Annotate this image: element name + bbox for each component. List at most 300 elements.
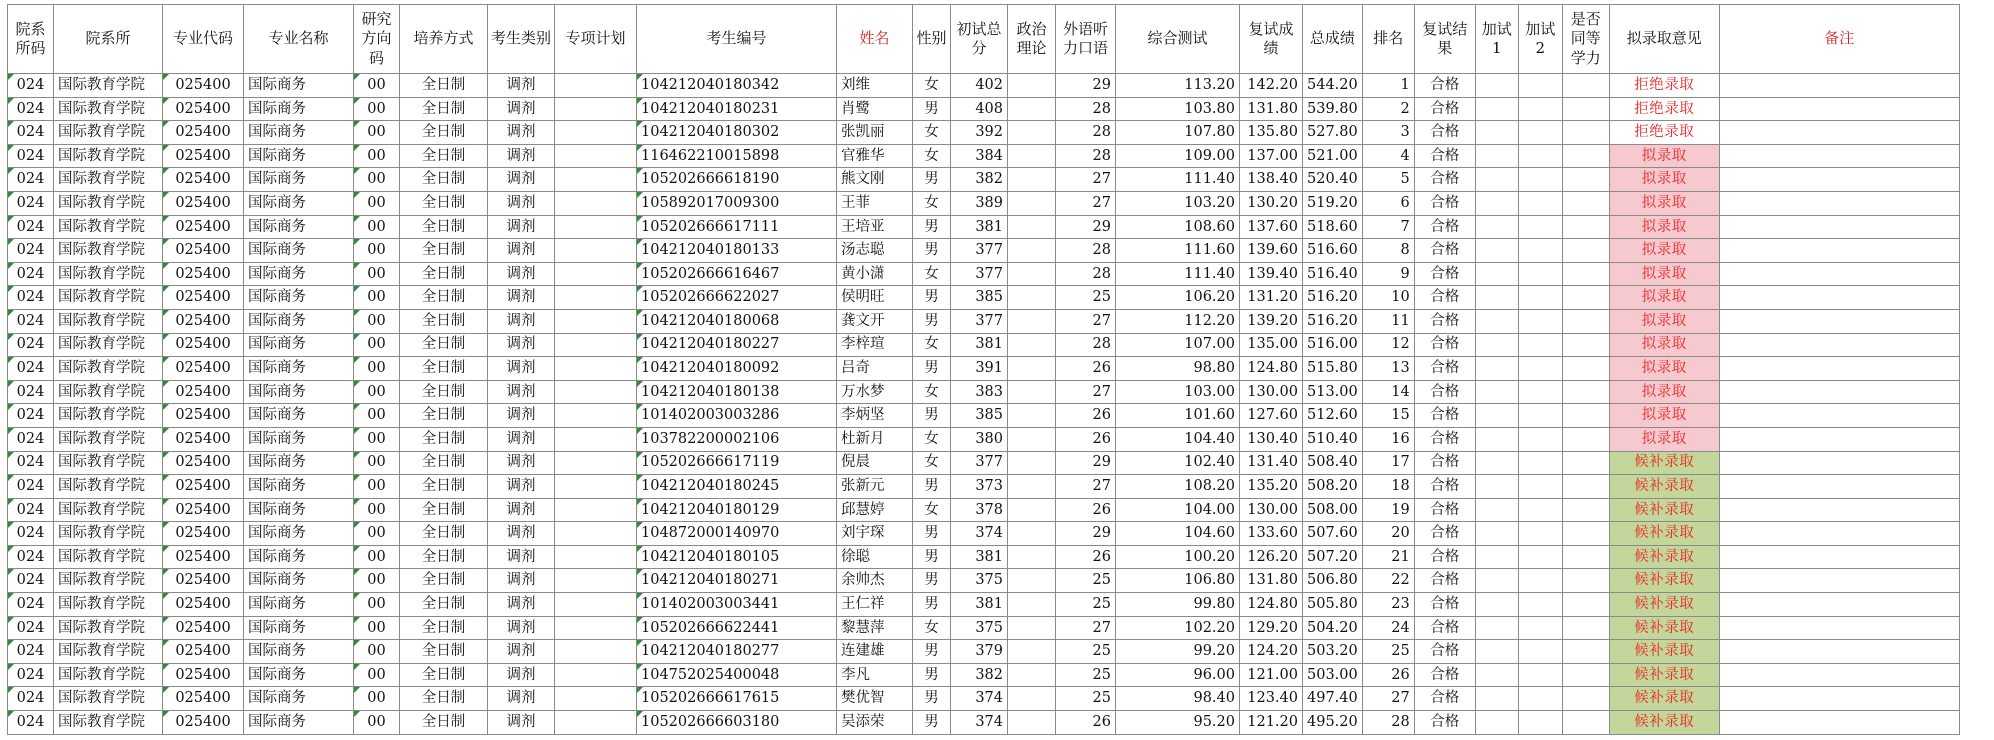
prelim-total-cell[interactable]: 374 [951,711,1008,735]
major-name-cell[interactable]: 国际商务 [244,616,354,640]
rank-cell[interactable]: 15 [1362,404,1414,428]
comprehensive-cell[interactable]: 103.20 [1116,191,1240,215]
header-major-name[interactable]: 专业名称 [244,5,354,74]
remark-cell[interactable] [1719,616,1959,640]
comprehensive-cell[interactable]: 111.40 [1116,168,1240,192]
equivalent-cell[interactable] [1562,215,1609,239]
listening-cell[interactable]: 29 [1056,74,1116,98]
bonus2-cell[interactable] [1518,97,1562,121]
retest-score-cell[interactable]: 131.40 [1240,451,1303,475]
candidate-type-cell[interactable]: 调剂 [488,545,555,569]
research-code-cell[interactable]: 00 [354,687,400,711]
dept-cell[interactable]: 国际教育学院 [54,309,163,333]
header-study-mode[interactable]: 培养方式 [400,5,488,74]
dept-code-cell[interactable]: 024 [8,262,54,286]
study-mode-cell[interactable]: 全日制 [400,404,488,428]
major-code-cell[interactable]: 025400 [163,451,244,475]
header-opinion[interactable]: 拟录取意见 [1609,5,1719,74]
comprehensive-cell[interactable]: 103.80 [1116,97,1240,121]
dept-code-cell[interactable]: 024 [8,427,54,451]
research-code-cell[interactable]: 00 [354,191,400,215]
gender-cell[interactable]: 男 [913,475,951,499]
total-score-cell[interactable]: 508.20 [1303,475,1363,499]
total-score-cell[interactable]: 516.60 [1303,239,1363,263]
listening-cell[interactable]: 26 [1056,498,1116,522]
retest-score-cell[interactable]: 135.20 [1240,475,1303,499]
retest-score-cell[interactable]: 121.20 [1240,711,1303,735]
candidate-no-cell[interactable]: 105202666616467 [637,262,837,286]
dept-code-cell[interactable]: 024 [8,475,54,499]
major-name-cell[interactable]: 国际商务 [244,74,354,98]
politics-cell[interactable] [1008,475,1056,499]
major-name-cell[interactable]: 国际商务 [244,404,354,428]
remark-cell[interactable] [1719,498,1959,522]
special-plan-cell[interactable] [555,333,637,357]
special-plan-cell[interactable] [555,74,637,98]
major-code-cell[interactable]: 025400 [163,239,244,263]
total-score-cell[interactable]: 518.60 [1303,215,1363,239]
dept-cell[interactable]: 国际教育学院 [54,404,163,428]
special-plan-cell[interactable] [555,239,637,263]
equivalent-cell[interactable] [1562,121,1609,145]
total-score-cell[interactable]: 519.20 [1303,191,1363,215]
major-name-cell[interactable]: 国际商务 [244,569,354,593]
gender-cell[interactable]: 男 [913,711,951,735]
politics-cell[interactable] [1008,286,1056,310]
major-name-cell[interactable]: 国际商务 [244,545,354,569]
special-plan-cell[interactable] [555,168,637,192]
gender-cell[interactable]: 女 [913,451,951,475]
name-cell[interactable]: 刘维 [837,74,913,98]
candidate-no-cell[interactable]: 104212040180092 [637,357,837,381]
candidate-no-cell[interactable]: 103782200002106 [637,427,837,451]
dept-cell[interactable]: 国际教育学院 [54,144,163,168]
retest-score-cell[interactable]: 124.80 [1240,357,1303,381]
dept-cell[interactable]: 国际教育学院 [54,475,163,499]
total-score-cell[interactable]: 527.80 [1303,121,1363,145]
bonus1-cell[interactable] [1475,144,1518,168]
major-code-cell[interactable]: 025400 [163,144,244,168]
opinion-cell[interactable]: 拟录取 [1609,144,1719,168]
major-name-cell[interactable]: 国际商务 [244,593,354,617]
opinion-cell[interactable]: 拟录取 [1609,427,1719,451]
politics-cell[interactable] [1008,357,1056,381]
rank-cell[interactable]: 4 [1362,144,1414,168]
bonus2-cell[interactable] [1518,144,1562,168]
dept-code-cell[interactable]: 024 [8,498,54,522]
equivalent-cell[interactable] [1562,97,1609,121]
major-name-cell[interactable]: 国际商务 [244,286,354,310]
remark-cell[interactable] [1719,569,1959,593]
listening-cell[interactable]: 27 [1056,191,1116,215]
bonus1-cell[interactable] [1475,475,1518,499]
listening-cell[interactable]: 25 [1056,286,1116,310]
research-code-cell[interactable]: 00 [354,663,400,687]
equivalent-cell[interactable] [1562,569,1609,593]
bonus2-cell[interactable] [1518,333,1562,357]
retest-score-cell[interactable]: 131.80 [1240,97,1303,121]
gender-cell[interactable]: 男 [913,522,951,546]
retest-result-cell[interactable]: 合格 [1414,427,1475,451]
rank-cell[interactable]: 27 [1362,687,1414,711]
bonus1-cell[interactable] [1475,663,1518,687]
name-cell[interactable]: 王仁祥 [837,593,913,617]
retest-result-cell[interactable]: 合格 [1414,475,1475,499]
bonus1-cell[interactable] [1475,640,1518,664]
candidate-no-cell[interactable]: 105202666617111 [637,215,837,239]
rank-cell[interactable]: 10 [1362,286,1414,310]
retest-result-cell[interactable]: 合格 [1414,640,1475,664]
equivalent-cell[interactable] [1562,663,1609,687]
bonus2-cell[interactable] [1518,545,1562,569]
listening-cell[interactable]: 29 [1056,522,1116,546]
special-plan-cell[interactable] [555,262,637,286]
major-name-cell[interactable]: 国际商务 [244,333,354,357]
header-special-plan[interactable]: 专项计划 [555,5,637,74]
retest-score-cell[interactable]: 123.40 [1240,687,1303,711]
opinion-cell[interactable]: 拒绝录取 [1609,74,1719,98]
study-mode-cell[interactable]: 全日制 [400,168,488,192]
retest-result-cell[interactable]: 合格 [1414,144,1475,168]
dept-code-cell[interactable]: 024 [8,239,54,263]
remark-cell[interactable] [1719,262,1959,286]
listening-cell[interactable]: 25 [1056,640,1116,664]
retest-result-cell[interactable]: 合格 [1414,286,1475,310]
gender-cell[interactable]: 女 [913,74,951,98]
bonus1-cell[interactable] [1475,168,1518,192]
research-code-cell[interactable]: 00 [354,333,400,357]
gender-cell[interactable]: 男 [913,663,951,687]
candidate-type-cell[interactable]: 调剂 [488,286,555,310]
candidate-no-cell[interactable]: 101402003003286 [637,404,837,428]
research-code-cell[interactable]: 00 [354,144,400,168]
candidate-type-cell[interactable]: 调剂 [488,475,555,499]
study-mode-cell[interactable]: 全日制 [400,74,488,98]
prelim-total-cell[interactable]: 392 [951,121,1008,145]
bonus1-cell[interactable] [1475,451,1518,475]
comprehensive-cell[interactable]: 104.40 [1116,427,1240,451]
opinion-cell[interactable]: 拟录取 [1609,215,1719,239]
research-code-cell[interactable]: 00 [354,309,400,333]
politics-cell[interactable] [1008,168,1056,192]
politics-cell[interactable] [1008,616,1056,640]
prelim-total-cell[interactable]: 382 [951,168,1008,192]
listening-cell[interactable]: 27 [1056,616,1116,640]
candidate-type-cell[interactable]: 调剂 [488,215,555,239]
name-cell[interactable]: 官雅华 [837,144,913,168]
candidate-type-cell[interactable]: 调剂 [488,593,555,617]
prelim-total-cell[interactable]: 389 [951,191,1008,215]
dept-cell[interactable]: 国际教育学院 [54,121,163,145]
retest-score-cell[interactable]: 121.00 [1240,663,1303,687]
retest-score-cell[interactable]: 124.20 [1240,640,1303,664]
opinion-cell[interactable]: 拟录取 [1609,333,1719,357]
bonus2-cell[interactable] [1518,262,1562,286]
remark-cell[interactable] [1719,215,1959,239]
bonus2-cell[interactable] [1518,427,1562,451]
retest-score-cell[interactable]: 124.80 [1240,593,1303,617]
gender-cell[interactable]: 男 [913,404,951,428]
study-mode-cell[interactable]: 全日制 [400,191,488,215]
name-cell[interactable]: 汤志聪 [837,239,913,263]
opinion-cell[interactable]: 候补录取 [1609,616,1719,640]
listening-cell[interactable]: 25 [1056,687,1116,711]
rank-cell[interactable]: 3 [1362,121,1414,145]
dept-code-cell[interactable]: 024 [8,451,54,475]
bonus2-cell[interactable] [1518,640,1562,664]
listening-cell[interactable]: 25 [1056,663,1116,687]
rank-cell[interactable]: 28 [1362,711,1414,735]
bonus1-cell[interactable] [1475,522,1518,546]
opinion-cell[interactable]: 拟录取 [1609,404,1719,428]
rank-cell[interactable]: 19 [1362,498,1414,522]
remark-cell[interactable] [1719,168,1959,192]
total-score-cell[interactable]: 510.40 [1303,427,1363,451]
listening-cell[interactable]: 28 [1056,97,1116,121]
retest-score-cell[interactable]: 129.20 [1240,616,1303,640]
name-cell[interactable]: 李梓瑄 [837,333,913,357]
bonus2-cell[interactable] [1518,215,1562,239]
rank-cell[interactable]: 2 [1362,97,1414,121]
retest-score-cell[interactable]: 130.20 [1240,191,1303,215]
name-cell[interactable]: 张凯丽 [837,121,913,145]
gender-cell[interactable]: 男 [913,593,951,617]
opinion-cell[interactable]: 候补录取 [1609,451,1719,475]
candidate-no-cell[interactable]: 104212040180231 [637,97,837,121]
candidate-no-cell[interactable]: 104212040180342 [637,74,837,98]
opinion-cell[interactable]: 拟录取 [1609,380,1719,404]
candidate-type-cell[interactable]: 调剂 [488,191,555,215]
politics-cell[interactable] [1008,404,1056,428]
candidate-type-cell[interactable]: 调剂 [488,498,555,522]
gender-cell[interactable]: 男 [913,545,951,569]
dept-code-cell[interactable]: 024 [8,663,54,687]
candidate-type-cell[interactable]: 调剂 [488,451,555,475]
prelim-total-cell[interactable]: 373 [951,475,1008,499]
opinion-cell[interactable]: 拟录取 [1609,286,1719,310]
major-name-cell[interactable]: 国际商务 [244,427,354,451]
study-mode-cell[interactable]: 全日制 [400,616,488,640]
bonus2-cell[interactable] [1518,121,1562,145]
rank-cell[interactable]: 23 [1362,593,1414,617]
major-code-cell[interactable]: 025400 [163,616,244,640]
opinion-cell[interactable]: 拟录取 [1609,357,1719,381]
prelim-total-cell[interactable]: 408 [951,97,1008,121]
retest-result-cell[interactable]: 合格 [1414,522,1475,546]
candidate-no-cell[interactable]: 104212040180227 [637,333,837,357]
dept-code-cell[interactable]: 024 [8,404,54,428]
candidate-no-cell[interactable]: 104212040180277 [637,640,837,664]
major-name-cell[interactable]: 国际商务 [244,144,354,168]
comprehensive-cell[interactable]: 100.20 [1116,545,1240,569]
bonus2-cell[interactable] [1518,522,1562,546]
research-code-cell[interactable]: 00 [354,498,400,522]
major-code-cell[interactable]: 025400 [163,74,244,98]
listening-cell[interactable]: 28 [1056,144,1116,168]
retest-result-cell[interactable]: 合格 [1414,404,1475,428]
special-plan-cell[interactable] [555,380,637,404]
equivalent-cell[interactable] [1562,498,1609,522]
major-name-cell[interactable]: 国际商务 [244,239,354,263]
remark-cell[interactable] [1719,711,1959,735]
research-code-cell[interactable]: 00 [354,357,400,381]
bonus2-cell[interactable] [1518,451,1562,475]
name-cell[interactable]: 余帅杰 [837,569,913,593]
comprehensive-cell[interactable]: 103.00 [1116,380,1240,404]
study-mode-cell[interactable]: 全日制 [400,451,488,475]
total-score-cell[interactable]: 505.80 [1303,593,1363,617]
prelim-total-cell[interactable]: 382 [951,663,1008,687]
comprehensive-cell[interactable]: 112.20 [1116,309,1240,333]
opinion-cell[interactable]: 拟录取 [1609,168,1719,192]
header-candidate-no[interactable]: 考生编号 [637,5,837,74]
dept-code-cell[interactable]: 024 [8,616,54,640]
prelim-total-cell[interactable]: 381 [951,545,1008,569]
retest-score-cell[interactable]: 142.20 [1240,74,1303,98]
retest-result-cell[interactable]: 合格 [1414,451,1475,475]
bonus2-cell[interactable] [1518,569,1562,593]
comprehensive-cell[interactable]: 109.00 [1116,144,1240,168]
bonus2-cell[interactable] [1518,711,1562,735]
opinion-cell[interactable]: 候补录取 [1609,640,1719,664]
politics-cell[interactable] [1008,333,1056,357]
candidate-type-cell[interactable]: 调剂 [488,97,555,121]
total-score-cell[interactable]: 508.40 [1303,451,1363,475]
bonus1-cell[interactable] [1475,569,1518,593]
equivalent-cell[interactable] [1562,475,1609,499]
equivalent-cell[interactable] [1562,404,1609,428]
rank-cell[interactable]: 16 [1362,427,1414,451]
dept-cell[interactable]: 国际教育学院 [54,711,163,735]
name-cell[interactable]: 杜新月 [837,427,913,451]
gender-cell[interactable]: 女 [913,498,951,522]
retest-result-cell[interactable]: 合格 [1414,357,1475,381]
rank-cell[interactable]: 1 [1362,74,1414,98]
dept-code-cell[interactable]: 024 [8,569,54,593]
retest-score-cell[interactable]: 131.20 [1240,286,1303,310]
prelim-total-cell[interactable]: 374 [951,522,1008,546]
comprehensive-cell[interactable]: 99.80 [1116,593,1240,617]
research-code-cell[interactable]: 00 [354,74,400,98]
dept-code-cell[interactable]: 024 [8,711,54,735]
prelim-total-cell[interactable]: 381 [951,215,1008,239]
major-code-cell[interactable]: 025400 [163,427,244,451]
major-code-cell[interactable]: 025400 [163,215,244,239]
special-plan-cell[interactable] [555,121,637,145]
politics-cell[interactable] [1008,593,1056,617]
dept-code-cell[interactable]: 024 [8,97,54,121]
special-plan-cell[interactable] [555,522,637,546]
research-code-cell[interactable]: 00 [354,121,400,145]
opinion-cell[interactable]: 候补录取 [1609,663,1719,687]
total-score-cell[interactable]: 544.20 [1303,74,1363,98]
study-mode-cell[interactable]: 全日制 [400,545,488,569]
major-code-cell[interactable]: 025400 [163,309,244,333]
candidate-type-cell[interactable]: 调剂 [488,74,555,98]
equivalent-cell[interactable] [1562,357,1609,381]
candidate-no-cell[interactable]: 105202666622441 [637,616,837,640]
equivalent-cell[interactable] [1562,687,1609,711]
prelim-total-cell[interactable]: 383 [951,380,1008,404]
retest-score-cell[interactable]: 133.60 [1240,522,1303,546]
opinion-cell[interactable]: 候补录取 [1609,593,1719,617]
listening-cell[interactable]: 28 [1056,333,1116,357]
gender-cell[interactable]: 男 [913,286,951,310]
politics-cell[interactable] [1008,711,1056,735]
dept-cell[interactable]: 国际教育学院 [54,191,163,215]
bonus1-cell[interactable] [1475,498,1518,522]
remark-cell[interactable] [1719,427,1959,451]
gender-cell[interactable]: 女 [913,262,951,286]
bonus1-cell[interactable] [1475,380,1518,404]
opinion-cell[interactable]: 拒绝录取 [1609,121,1719,145]
retest-result-cell[interactable]: 合格 [1414,97,1475,121]
bonus1-cell[interactable] [1475,286,1518,310]
name-cell[interactable]: 龚文开 [837,309,913,333]
header-bonus1[interactable]: 加试1 [1475,5,1518,74]
research-code-cell[interactable]: 00 [354,475,400,499]
candidate-no-cell[interactable]: 104212040180245 [637,475,837,499]
politics-cell[interactable] [1008,121,1056,145]
bonus1-cell[interactable] [1475,711,1518,735]
major-code-cell[interactable]: 025400 [163,97,244,121]
comprehensive-cell[interactable]: 102.20 [1116,616,1240,640]
candidate-no-cell[interactable]: 104212040180129 [637,498,837,522]
equivalent-cell[interactable] [1562,451,1609,475]
total-score-cell[interactable]: 512.60 [1303,404,1363,428]
dept-code-cell[interactable]: 024 [8,191,54,215]
dept-code-cell[interactable]: 024 [8,74,54,98]
total-score-cell[interactable]: 520.40 [1303,168,1363,192]
bonus2-cell[interactable] [1518,404,1562,428]
candidate-type-cell[interactable]: 调剂 [488,663,555,687]
candidate-no-cell[interactable]: 104212040180068 [637,309,837,333]
prelim-total-cell[interactable]: 381 [951,333,1008,357]
research-code-cell[interactable]: 00 [354,616,400,640]
major-name-cell[interactable]: 国际商务 [244,309,354,333]
special-plan-cell[interactable] [555,357,637,381]
candidate-type-cell[interactable]: 调剂 [488,404,555,428]
major-name-cell[interactable]: 国际商务 [244,475,354,499]
rank-cell[interactable]: 13 [1362,357,1414,381]
bonus2-cell[interactable] [1518,616,1562,640]
major-code-cell[interactable]: 025400 [163,380,244,404]
header-listening[interactable]: 外语听力口语 [1056,5,1116,74]
major-code-cell[interactable]: 025400 [163,498,244,522]
equivalent-cell[interactable] [1562,593,1609,617]
candidate-no-cell[interactable]: 105202666618190 [637,168,837,192]
total-score-cell[interactable]: 516.00 [1303,333,1363,357]
listening-cell[interactable]: 26 [1056,404,1116,428]
candidate-no-cell[interactable]: 116462210015898 [637,144,837,168]
candidate-type-cell[interactable]: 调剂 [488,616,555,640]
dept-cell[interactable]: 国际教育学院 [54,616,163,640]
special-plan-cell[interactable] [555,616,637,640]
retest-result-cell[interactable]: 合格 [1414,569,1475,593]
special-plan-cell[interactable] [555,475,637,499]
remark-cell[interactable] [1719,545,1959,569]
gender-cell[interactable]: 男 [913,97,951,121]
header-dept-code[interactable]: 院系所码 [8,5,54,74]
comprehensive-cell[interactable]: 98.40 [1116,687,1240,711]
opinion-cell[interactable]: 候补录取 [1609,522,1719,546]
bonus2-cell[interactable] [1518,286,1562,310]
retest-score-cell[interactable]: 127.60 [1240,404,1303,428]
bonus1-cell[interactable] [1475,687,1518,711]
politics-cell[interactable] [1008,74,1056,98]
remark-cell[interactable] [1719,380,1959,404]
header-retest-score[interactable]: 复试成绩 [1240,5,1303,74]
